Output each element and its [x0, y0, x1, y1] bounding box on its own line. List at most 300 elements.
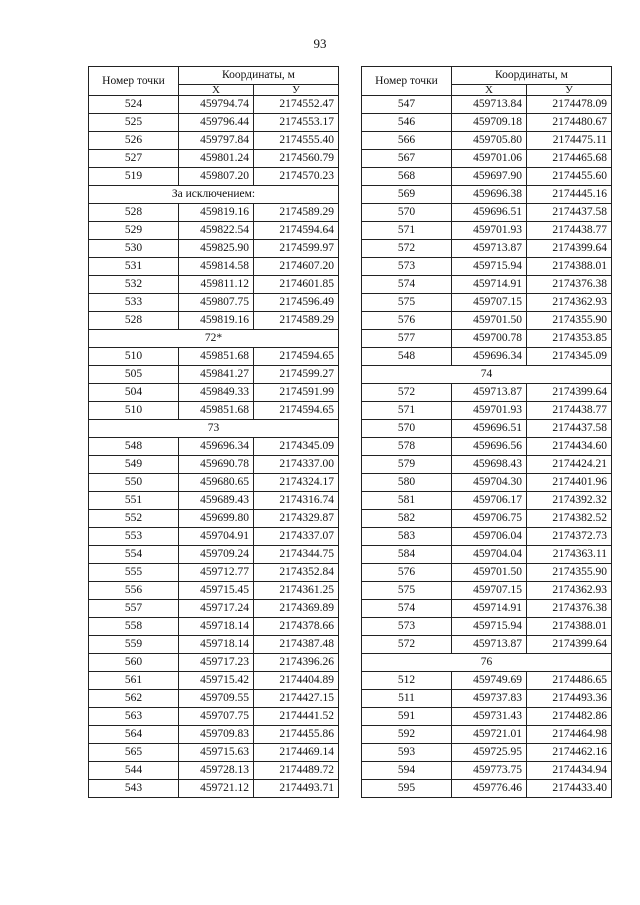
- table-row: [89, 438, 339, 456]
- y-coordinate-cell: 2174392.32: [527, 492, 612, 510]
- x-coordinate-cell: 459709.18: [452, 114, 527, 132]
- point-number-cell: 551: [89, 492, 179, 510]
- table-row: [362, 294, 612, 312]
- table-row: [89, 204, 339, 222]
- x-coordinate-cell: 459701.93: [452, 222, 527, 240]
- table-row: [362, 330, 612, 348]
- y-coordinate-cell: 2174382.52: [527, 510, 612, 528]
- header-y: У: [254, 85, 339, 96]
- point-number-cell: 567: [362, 150, 452, 168]
- x-coordinate-cell: 459773.75: [452, 762, 527, 780]
- point-number-cell: 575: [362, 582, 452, 600]
- x-coordinate-cell: 459851.68: [179, 348, 254, 366]
- point-number-cell: 505: [89, 366, 179, 384]
- table-row: [362, 690, 612, 708]
- x-coordinate-cell: 459696.56: [452, 438, 527, 456]
- point-number-cell: 559: [89, 636, 179, 654]
- point-number-cell: 594: [362, 762, 452, 780]
- header-coordinates: Координаты, м: [179, 67, 339, 85]
- x-coordinate-cell: 459690.78: [179, 456, 254, 474]
- table-row: [89, 312, 339, 330]
- point-number-cell: 574: [362, 276, 452, 294]
- header-x: X: [452, 85, 527, 96]
- table-row: [362, 132, 612, 150]
- table-row: [89, 618, 339, 636]
- x-coordinate-cell: 459696.51: [452, 420, 527, 438]
- x-coordinate-cell: 459715.94: [452, 618, 527, 636]
- section-row: [89, 420, 339, 438]
- x-coordinate-cell: 459841.27: [179, 366, 254, 384]
- y-coordinate-cell: 2174376.38: [527, 276, 612, 294]
- header-coordinates: Координаты, м: [452, 67, 612, 85]
- point-number-cell: 561: [89, 672, 179, 690]
- x-coordinate-cell: 459709.55: [179, 690, 254, 708]
- x-coordinate-cell: 459721.12: [179, 780, 254, 798]
- y-coordinate-cell: 2174424.21: [527, 456, 612, 474]
- y-coordinate-cell: 2174372.73: [527, 528, 612, 546]
- table-row: [89, 276, 339, 294]
- point-number-cell: 527: [89, 150, 179, 168]
- y-coordinate-cell: 2174560.79: [254, 150, 339, 168]
- table-row: [89, 294, 339, 312]
- point-number-cell: 576: [362, 312, 452, 330]
- point-number-cell: 565: [89, 744, 179, 762]
- x-coordinate-cell: 459704.04: [452, 546, 527, 564]
- y-coordinate-cell: 2174455.60: [527, 168, 612, 186]
- header-point-number: Номер точки: [89, 67, 179, 96]
- x-coordinate-cell: 459701.06: [452, 150, 527, 168]
- table-row: [89, 762, 339, 780]
- x-coordinate-cell: 459797.84: [179, 132, 254, 150]
- x-coordinate-cell: 459721.01: [452, 726, 527, 744]
- x-coordinate-cell: 459706.17: [452, 492, 527, 510]
- y-coordinate-cell: 2174594.64: [254, 222, 339, 240]
- x-coordinate-cell: 459696.38: [452, 186, 527, 204]
- point-number-cell: 595: [362, 780, 452, 798]
- x-coordinate-cell: 459698.43: [452, 456, 527, 474]
- y-coordinate-cell: 2174437.58: [527, 420, 612, 438]
- point-number-cell: 563: [89, 708, 179, 726]
- y-coordinate-cell: 2174355.90: [527, 312, 612, 330]
- table-row: [362, 780, 612, 798]
- y-coordinate-cell: 2174399.64: [527, 636, 612, 654]
- y-coordinate-cell: 2174355.90: [527, 564, 612, 582]
- x-coordinate-cell: 459713.87: [452, 636, 527, 654]
- table-row: [89, 402, 339, 420]
- x-coordinate-cell: 459696.34: [179, 438, 254, 456]
- table-row: [362, 492, 612, 510]
- point-number-cell: 552: [89, 510, 179, 528]
- y-coordinate-cell: 2174399.64: [527, 240, 612, 258]
- x-coordinate-cell: 459715.42: [179, 672, 254, 690]
- x-coordinate-cell: 459713.87: [452, 384, 527, 402]
- x-coordinate-cell: 459819.16: [179, 204, 254, 222]
- table-row: [89, 114, 339, 132]
- y-coordinate-cell: 2174555.40: [254, 132, 339, 150]
- y-coordinate-cell: 2174596.49: [254, 294, 339, 312]
- table-row: [362, 672, 612, 690]
- y-coordinate-cell: 2174344.75: [254, 546, 339, 564]
- y-coordinate-cell: 2174399.64: [527, 384, 612, 402]
- y-coordinate-cell: 2174434.94: [527, 762, 612, 780]
- x-coordinate-cell: 459700.78: [452, 330, 527, 348]
- x-coordinate-cell: 459725.95: [452, 744, 527, 762]
- table-row: [362, 384, 612, 402]
- x-coordinate-cell: 459709.24: [179, 546, 254, 564]
- y-coordinate-cell: 2174486.65: [527, 672, 612, 690]
- section-label: За исключением:: [89, 186, 339, 204]
- y-coordinate-cell: 2174404.89: [254, 672, 339, 690]
- x-coordinate-cell: 459807.20: [179, 168, 254, 186]
- y-coordinate-cell: 2174361.25: [254, 582, 339, 600]
- y-coordinate-cell: 2174345.09: [254, 438, 339, 456]
- table-row: [89, 96, 339, 114]
- point-number-cell: 572: [362, 636, 452, 654]
- point-number-cell: 579: [362, 456, 452, 474]
- y-coordinate-cell: 2174316.74: [254, 492, 339, 510]
- y-coordinate-cell: 2174396.26: [254, 654, 339, 672]
- table-row: [362, 636, 612, 654]
- point-number-cell: 544: [89, 762, 179, 780]
- table-row: [362, 240, 612, 258]
- table-row: [89, 456, 339, 474]
- x-coordinate-cell: 459699.80: [179, 510, 254, 528]
- table-row: [362, 744, 612, 762]
- point-number-cell: 528: [89, 312, 179, 330]
- table-row: [362, 618, 612, 636]
- point-number-cell: 531: [89, 258, 179, 276]
- point-number-cell: 530: [89, 240, 179, 258]
- table-row: [89, 150, 339, 168]
- y-coordinate-cell: 2174475.11: [527, 132, 612, 150]
- point-number-cell: 547: [362, 96, 452, 114]
- table-row: [89, 474, 339, 492]
- y-coordinate-cell: 2174427.15: [254, 690, 339, 708]
- y-coordinate-cell: 2174345.09: [527, 348, 612, 366]
- section-label: 72*: [89, 330, 339, 348]
- table-row: [362, 168, 612, 186]
- point-number-cell: 554: [89, 546, 179, 564]
- point-number-cell: 533: [89, 294, 179, 312]
- x-coordinate-cell: 459717.24: [179, 600, 254, 618]
- x-coordinate-cell: 459707.75: [179, 708, 254, 726]
- y-coordinate-cell: 2174553.17: [254, 114, 339, 132]
- table-row: [362, 528, 612, 546]
- y-coordinate-cell: 2174591.99: [254, 384, 339, 402]
- point-number-cell: 526: [89, 132, 179, 150]
- x-coordinate-cell: 459849.33: [179, 384, 254, 402]
- x-coordinate-cell: 459776.46: [452, 780, 527, 798]
- x-coordinate-cell: 459819.16: [179, 312, 254, 330]
- table-row: [362, 402, 612, 420]
- point-number-cell: 580: [362, 474, 452, 492]
- section-label: 74: [362, 366, 612, 384]
- y-coordinate-cell: 2174337.00: [254, 456, 339, 474]
- y-coordinate-cell: 2174493.71: [254, 780, 339, 798]
- y-coordinate-cell: 2174433.40: [527, 780, 612, 798]
- point-number-cell: 560: [89, 654, 179, 672]
- point-number-cell: 562: [89, 690, 179, 708]
- y-coordinate-cell: 2174362.93: [527, 294, 612, 312]
- table-row: [362, 114, 612, 132]
- table-row: [362, 150, 612, 168]
- y-coordinate-cell: 2174362.93: [527, 582, 612, 600]
- x-coordinate-cell: 459715.45: [179, 582, 254, 600]
- point-number-cell: 576: [362, 564, 452, 582]
- point-number-cell: 593: [362, 744, 452, 762]
- table-row: [89, 672, 339, 690]
- section-label: 76: [362, 654, 612, 672]
- table-row: [89, 690, 339, 708]
- point-number-cell: 510: [89, 402, 179, 420]
- point-number-cell: 525: [89, 114, 179, 132]
- y-coordinate-cell: 2174445.16: [527, 186, 612, 204]
- y-coordinate-cell: 2174441.52: [254, 708, 339, 726]
- table-row: [362, 726, 612, 744]
- point-number-cell: 529: [89, 222, 179, 240]
- table-row: [362, 312, 612, 330]
- point-number-cell: 577: [362, 330, 452, 348]
- y-coordinate-cell: 2174388.01: [527, 258, 612, 276]
- x-coordinate-cell: 459706.04: [452, 528, 527, 546]
- point-number-cell: 569: [362, 186, 452, 204]
- table-row: [89, 744, 339, 762]
- x-coordinate-cell: 459707.15: [452, 582, 527, 600]
- point-number-cell: 583: [362, 528, 452, 546]
- header-y: У: [527, 85, 612, 96]
- coordinates-table-left: [88, 66, 339, 798]
- table-row: [89, 366, 339, 384]
- x-coordinate-cell: 459701.50: [452, 564, 527, 582]
- point-number-cell: 566: [362, 132, 452, 150]
- x-coordinate-cell: 459749.69: [452, 672, 527, 690]
- point-number-cell: 524: [89, 96, 179, 114]
- x-coordinate-cell: 459701.93: [452, 402, 527, 420]
- table-row: [362, 708, 612, 726]
- y-coordinate-cell: 2174589.29: [254, 312, 339, 330]
- y-coordinate-cell: 2174589.29: [254, 204, 339, 222]
- point-number-cell: 584: [362, 546, 452, 564]
- y-coordinate-cell: 2174438.77: [527, 222, 612, 240]
- section-row: [362, 654, 612, 672]
- table-row: [362, 96, 612, 114]
- y-coordinate-cell: 2174337.07: [254, 528, 339, 546]
- y-coordinate-cell: 2174376.38: [527, 600, 612, 618]
- table-row: [89, 222, 339, 240]
- x-coordinate-cell: 459705.80: [452, 132, 527, 150]
- x-coordinate-cell: 459794.74: [179, 96, 254, 114]
- section-label: 73: [89, 420, 339, 438]
- y-coordinate-cell: 2174599.97: [254, 240, 339, 258]
- point-number-cell: 572: [362, 240, 452, 258]
- y-coordinate-cell: 2174469.14: [254, 744, 339, 762]
- table-row: [89, 780, 339, 798]
- point-number-cell: 553: [89, 528, 179, 546]
- coordinates-table-right: [361, 66, 612, 798]
- x-coordinate-cell: 459707.15: [452, 294, 527, 312]
- y-coordinate-cell: 2174401.96: [527, 474, 612, 492]
- x-coordinate-cell: 459696.34: [452, 348, 527, 366]
- point-number-cell: 581: [362, 492, 452, 510]
- y-coordinate-cell: 2174465.68: [527, 150, 612, 168]
- table-row: [89, 132, 339, 150]
- x-coordinate-cell: 459718.14: [179, 636, 254, 654]
- x-coordinate-cell: 459704.30: [452, 474, 527, 492]
- y-coordinate-cell: 2174601.85: [254, 276, 339, 294]
- x-coordinate-cell: 459712.77: [179, 564, 254, 582]
- table-row: [362, 456, 612, 474]
- y-coordinate-cell: 2174352.84: [254, 564, 339, 582]
- y-coordinate-cell: 2174552.47: [254, 96, 339, 114]
- point-number-cell: 582: [362, 510, 452, 528]
- table-row: [362, 258, 612, 276]
- table-row: [89, 654, 339, 672]
- y-coordinate-cell: 2174437.58: [527, 204, 612, 222]
- point-number-cell: 546: [362, 114, 452, 132]
- y-coordinate-cell: 2174353.85: [527, 330, 612, 348]
- point-number-cell: 549: [89, 456, 179, 474]
- section-row: [89, 330, 339, 348]
- table-row: [362, 420, 612, 438]
- point-number-cell: 556: [89, 582, 179, 600]
- point-number-cell: 578: [362, 438, 452, 456]
- x-coordinate-cell: 459715.63: [179, 744, 254, 762]
- table-row: [362, 348, 612, 366]
- table-row: [89, 348, 339, 366]
- x-coordinate-cell: 459796.44: [179, 114, 254, 132]
- y-coordinate-cell: 2174478.09: [527, 96, 612, 114]
- x-coordinate-cell: 459728.13: [179, 762, 254, 780]
- y-coordinate-cell: 2174387.48: [254, 636, 339, 654]
- point-number-cell: 592: [362, 726, 452, 744]
- x-coordinate-cell: 459825.90: [179, 240, 254, 258]
- x-coordinate-cell: 459696.51: [452, 204, 527, 222]
- y-coordinate-cell: 2174464.98: [527, 726, 612, 744]
- table-row: [362, 510, 612, 528]
- x-coordinate-cell: 459822.54: [179, 222, 254, 240]
- table-row: [89, 510, 339, 528]
- point-number-cell: 568: [362, 168, 452, 186]
- x-coordinate-cell: 459713.87: [452, 240, 527, 258]
- y-coordinate-cell: 2174594.65: [254, 402, 339, 420]
- x-coordinate-cell: 459714.91: [452, 276, 527, 294]
- point-number-cell: 558: [89, 618, 179, 636]
- point-number-cell: 570: [362, 204, 452, 222]
- point-number-cell: 519: [89, 168, 179, 186]
- header-point-number: Номер точки: [362, 67, 452, 96]
- table-row: [89, 708, 339, 726]
- y-coordinate-cell: 2174324.17: [254, 474, 339, 492]
- y-coordinate-cell: 2174480.67: [527, 114, 612, 132]
- point-number-cell: 564: [89, 726, 179, 744]
- table-row: [89, 726, 339, 744]
- table-row: [362, 438, 612, 456]
- x-coordinate-cell: 459697.90: [452, 168, 527, 186]
- x-coordinate-cell: 459689.43: [179, 492, 254, 510]
- table-row: [362, 222, 612, 240]
- x-coordinate-cell: 459811.12: [179, 276, 254, 294]
- table-row: [89, 600, 339, 618]
- y-coordinate-cell: 2174570.23: [254, 168, 339, 186]
- x-coordinate-cell: 459801.24: [179, 150, 254, 168]
- point-number-cell: 574: [362, 600, 452, 618]
- x-coordinate-cell: 459714.91: [452, 600, 527, 618]
- point-number-cell: 573: [362, 618, 452, 636]
- table-row: [89, 258, 339, 276]
- table-row: [89, 546, 339, 564]
- y-coordinate-cell: 2174599.27: [254, 366, 339, 384]
- section-row: [362, 366, 612, 384]
- point-number-cell: 550: [89, 474, 179, 492]
- x-coordinate-cell: 459713.84: [452, 96, 527, 114]
- table-row: [89, 582, 339, 600]
- section-row: [89, 186, 339, 204]
- x-coordinate-cell: 459718.14: [179, 618, 254, 636]
- table-row: [362, 546, 612, 564]
- y-coordinate-cell: 2174329.87: [254, 510, 339, 528]
- y-coordinate-cell: 2174388.01: [527, 618, 612, 636]
- x-coordinate-cell: 459715.94: [452, 258, 527, 276]
- y-coordinate-cell: 2174489.72: [254, 762, 339, 780]
- point-number-cell: 532: [89, 276, 179, 294]
- x-coordinate-cell: 459680.65: [179, 474, 254, 492]
- point-number-cell: 512: [362, 672, 452, 690]
- table-row: [89, 384, 339, 402]
- x-coordinate-cell: 459807.75: [179, 294, 254, 312]
- x-coordinate-cell: 459731.43: [452, 708, 527, 726]
- point-number-cell: 591: [362, 708, 452, 726]
- y-coordinate-cell: 2174594.65: [254, 348, 339, 366]
- y-coordinate-cell: 2174493.36: [527, 690, 612, 708]
- y-coordinate-cell: 2174607.20: [254, 258, 339, 276]
- point-number-cell: 570: [362, 420, 452, 438]
- table-row: [89, 564, 339, 582]
- table-row: [362, 276, 612, 294]
- table-row: [362, 186, 612, 204]
- x-coordinate-cell: 459706.75: [452, 510, 527, 528]
- y-coordinate-cell: 2174482.86: [527, 708, 612, 726]
- x-coordinate-cell: 459701.50: [452, 312, 527, 330]
- table-row: [362, 564, 612, 582]
- y-coordinate-cell: 2174378.66: [254, 618, 339, 636]
- point-number-cell: 511: [362, 690, 452, 708]
- point-number-cell: 555: [89, 564, 179, 582]
- y-coordinate-cell: 2174363.11: [527, 546, 612, 564]
- y-coordinate-cell: 2174455.86: [254, 726, 339, 744]
- point-number-cell: 575: [362, 294, 452, 312]
- table-row: [362, 582, 612, 600]
- x-coordinate-cell: 459709.83: [179, 726, 254, 744]
- point-number-cell: 504: [89, 384, 179, 402]
- point-number-cell: 571: [362, 402, 452, 420]
- y-coordinate-cell: 2174369.89: [254, 600, 339, 618]
- table-row: [362, 600, 612, 618]
- table-row: [89, 636, 339, 654]
- point-number-cell: 548: [362, 348, 452, 366]
- point-number-cell: 573: [362, 258, 452, 276]
- point-number-cell: 557: [89, 600, 179, 618]
- x-coordinate-cell: 459814.58: [179, 258, 254, 276]
- point-number-cell: 528: [89, 204, 179, 222]
- table-row: [89, 240, 339, 258]
- table-row: [89, 528, 339, 546]
- point-number-cell: 548: [89, 438, 179, 456]
- point-number-cell: 543: [89, 780, 179, 798]
- header-x: X: [179, 85, 254, 96]
- point-number-cell: 510: [89, 348, 179, 366]
- y-coordinate-cell: 2174438.77: [527, 402, 612, 420]
- y-coordinate-cell: 2174434.60: [527, 438, 612, 456]
